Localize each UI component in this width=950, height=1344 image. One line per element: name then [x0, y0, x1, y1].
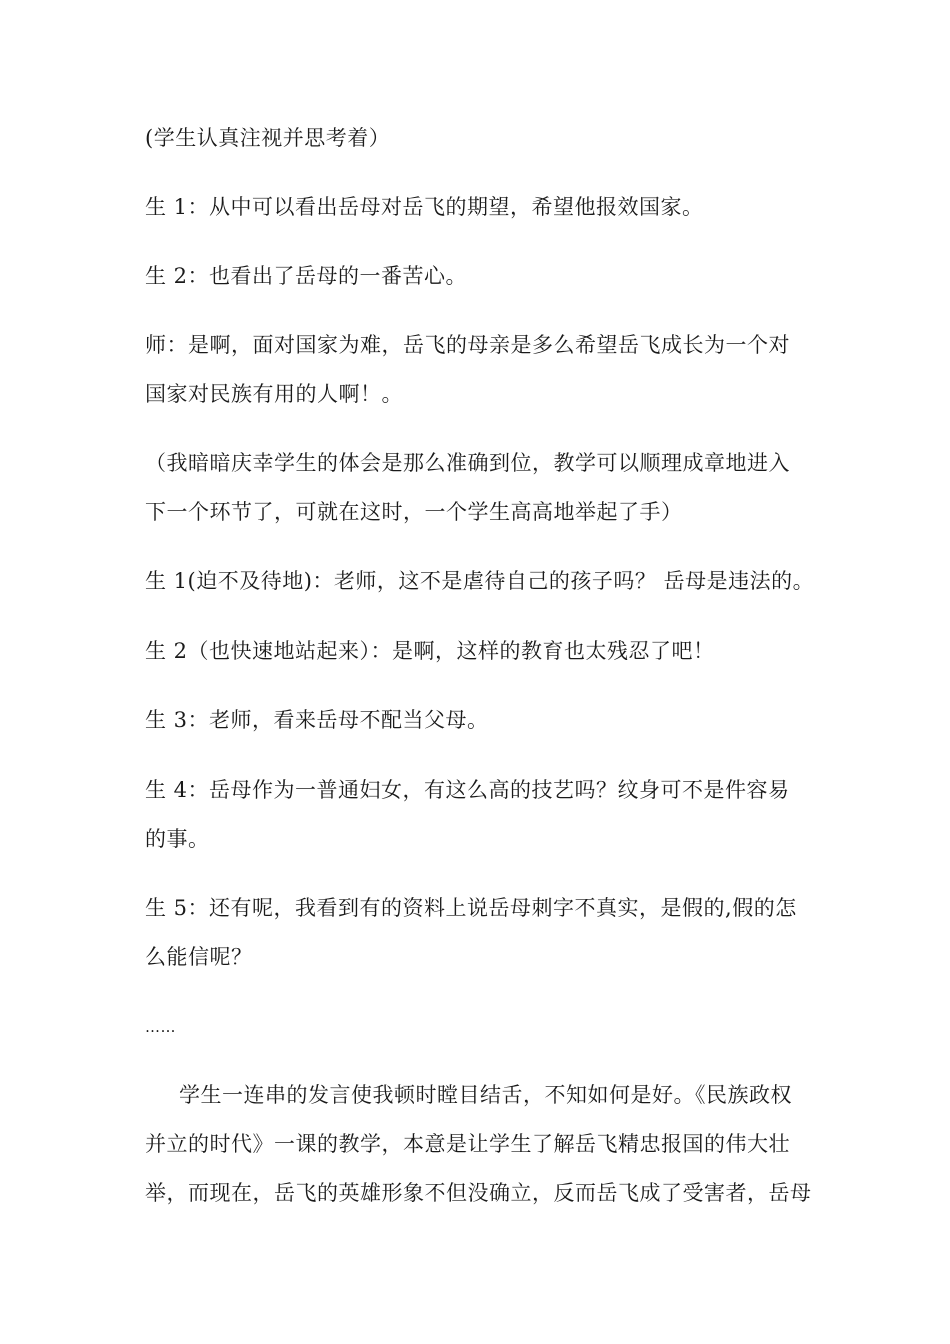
stage-direction-continued: 下一个环节了，可就在这时，一个学生高高地举起了手）: [145, 500, 683, 524]
stage-direction: （我暗暗庆幸学生的体会是那么准确到位，教学可以顺理成章地进入: [145, 451, 790, 475]
dialogue-line: 生 1(迫不及待地)：老师，这不是虐待自己的孩子吗？ 岳母是违法的。: [145, 569, 815, 593]
dialogue-line-continued: 国家对民族有用的人啊！。: [145, 382, 403, 406]
dialogue-line: 生 4：岳母作为一普通妇女，有这么高的技艺吗？纹身可不是件容易: [145, 778, 790, 802]
dialogue-line: 师：是啊，面对国家为难，岳飞的母亲是多么希望岳飞成长为一个对: [145, 333, 790, 357]
paragraph-line: 举，而现在，岳飞的英雄形象不但没确立，反而岳飞成了受害者，岳母: [145, 1181, 812, 1205]
stage-direction: (学生认真注视并思考着）: [145, 126, 391, 150]
dialogue-line-continued: 么能信呢？: [145, 945, 253, 969]
dialogue-line: 生 5：还有呢，我看到有的资料上说岳母刺字不真实，是假的,假的怎: [145, 896, 797, 920]
dialogue-line-continued: 的事。: [145, 827, 210, 851]
dialogue-line: 生 3：老师，看来岳母不配当父母。: [145, 708, 489, 732]
dialogue-line: 生 2：也看出了岳母的一番苦心。: [145, 264, 468, 288]
document-page: [145, 0, 825, 1344]
dialogue-line: 生 2（也快速地站起来）：是啊，这样的教育也太残忍了吧！: [145, 639, 715, 663]
paragraph-line: 学生一连串的发言使我顿时瞠目结舌，不知如何是好。《民族政权: [179, 1083, 792, 1107]
dialogue-line: 生 1：从中可以看出岳母对岳飞的期望，希望他报效国家。: [145, 195, 704, 219]
paragraph-line: 并立的时代》一课的教学，本意是让学生了解岳飞精忠报国的伟大壮: [145, 1132, 790, 1156]
ellipsis: ……: [145, 1018, 176, 1036]
